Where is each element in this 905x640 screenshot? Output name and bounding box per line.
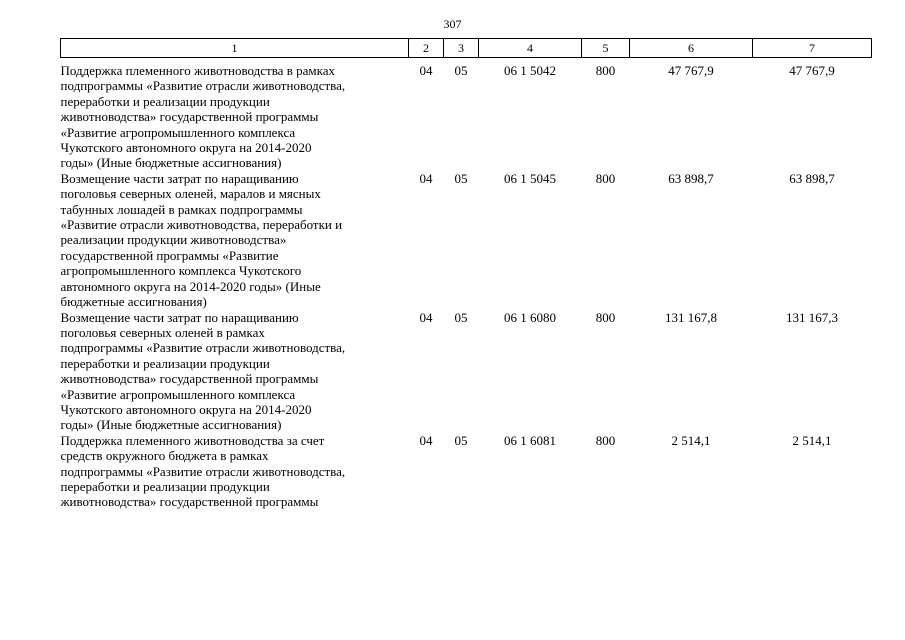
header-col-7: 7 [753, 39, 872, 58]
row-amount-col6: 63 898,7 [668, 170, 714, 186]
row-amount-col7: 2 514,1 [792, 432, 832, 448]
header-col-4: 4 [479, 39, 582, 58]
description-line: подпрограммы «Развитие отрасли животноводства, [60, 78, 346, 94]
description-line: поголовья северных оленей в рамках [60, 324, 265, 340]
description-line: «Развитие отрасли животноводства, переработки и [60, 217, 343, 233]
description-line: Возмещение части затрат по наращиванию [60, 309, 299, 325]
description-line: табунных лошадей в рамках подпрограммы [60, 201, 303, 217]
table-row [61, 433, 872, 510]
header-col-1: 1 [61, 39, 409, 58]
description-line: поголовья северных оленей, маралов и мясных [60, 186, 321, 202]
row-subsection-code: 05 [454, 63, 468, 78]
header-col-6: 6 [630, 39, 753, 58]
row-section-code: 04 [419, 170, 433, 186]
table-row [61, 58, 872, 171]
header-col-5: 5 [582, 39, 630, 58]
row-amount-col7: 47 767,9 [789, 63, 835, 78]
row-target-article: 06 1 5042 [504, 63, 556, 78]
page-number: 307 [443, 17, 462, 31]
description-line: переработки и реализации продукции [60, 478, 270, 494]
description-line: переработки и реализации продукции [60, 355, 270, 371]
row-description [61, 433, 409, 510]
row-section-code: 04 [419, 63, 433, 78]
description-line: Поддержка племенного животноводства за счет [60, 432, 325, 448]
description-line: Чукотского автономного округа на 2014-2020 [60, 140, 312, 156]
row-expense-type: 800 [595, 432, 616, 448]
description-line: «Развитие агропромышленного комплекса [60, 124, 296, 140]
row-target-article: 06 1 6081 [504, 432, 556, 448]
row-expense-type: 800 [595, 170, 616, 186]
row-subsection-code: 05 [454, 432, 468, 448]
row-section-code: 04 [419, 432, 433, 448]
table-row [61, 171, 872, 310]
table-row [61, 310, 872, 433]
description-line: животноводства» государственной программы [60, 371, 319, 387]
row-expense-type: 800 [595, 63, 616, 78]
description-line: средств окружного бюджета в рамках [60, 448, 269, 464]
row-amount-col7: 131 167,3 [786, 309, 838, 325]
header-row [61, 39, 872, 58]
description-line: Поддержка племенного животноводства в рамках [60, 63, 335, 78]
description-line: агропромышленного комплекса Чукотского [60, 263, 302, 279]
row-amount-col6: 2 514,1 [671, 432, 711, 448]
header-col-2: 2 [409, 39, 444, 58]
description-line: переработки и реализации продукции [60, 93, 270, 109]
description-line: подпрограммы «Развитие отрасли животноводства, [60, 463, 346, 479]
description-line: бюджетные ассигнования) [60, 294, 207, 310]
row-subsection-code: 05 [454, 309, 468, 325]
row-expense-type: 800 [595, 309, 616, 325]
description-line: годы» (Иные бюджетные ассигнования) [60, 155, 282, 171]
row-subsection-code: 05 [454, 170, 468, 186]
row-target-article: 06 1 6080 [504, 309, 556, 325]
description-line: «Развитие агропромышленного комплекса [60, 386, 296, 402]
row-amount-col6: 131 167,8 [665, 309, 717, 325]
row-description [61, 58, 409, 171]
budget-table [60, 38, 872, 510]
header-col-3: 3 [444, 39, 479, 58]
row-section-code: 04 [419, 309, 433, 325]
description-line: государственной программы «Развитие [60, 247, 279, 263]
row-amount-col7: 63 898,7 [789, 170, 835, 186]
description-line: животноводства» государственной программы [60, 109, 319, 125]
row-description [61, 171, 409, 310]
description-line: подпрограммы «Развитие отрасли животноводства, [60, 340, 346, 356]
description-line: годы» (Иные бюджетные ассигнования) [60, 417, 282, 433]
row-target-article: 06 1 5045 [504, 170, 556, 186]
description-line: животноводства» государственной программы [60, 494, 319, 510]
description-line: автономного округа на 2014-2020 годы» (Иные [60, 278, 321, 294]
description-line: реализации продукции животноводства» [60, 232, 287, 248]
row-amount-col6: 47 767,9 [668, 63, 714, 78]
description-line: Чукотского автономного округа на 2014-2020 [60, 401, 312, 417]
description-line: Возмещение части затрат по наращиванию [60, 170, 299, 186]
row-description [61, 310, 409, 433]
